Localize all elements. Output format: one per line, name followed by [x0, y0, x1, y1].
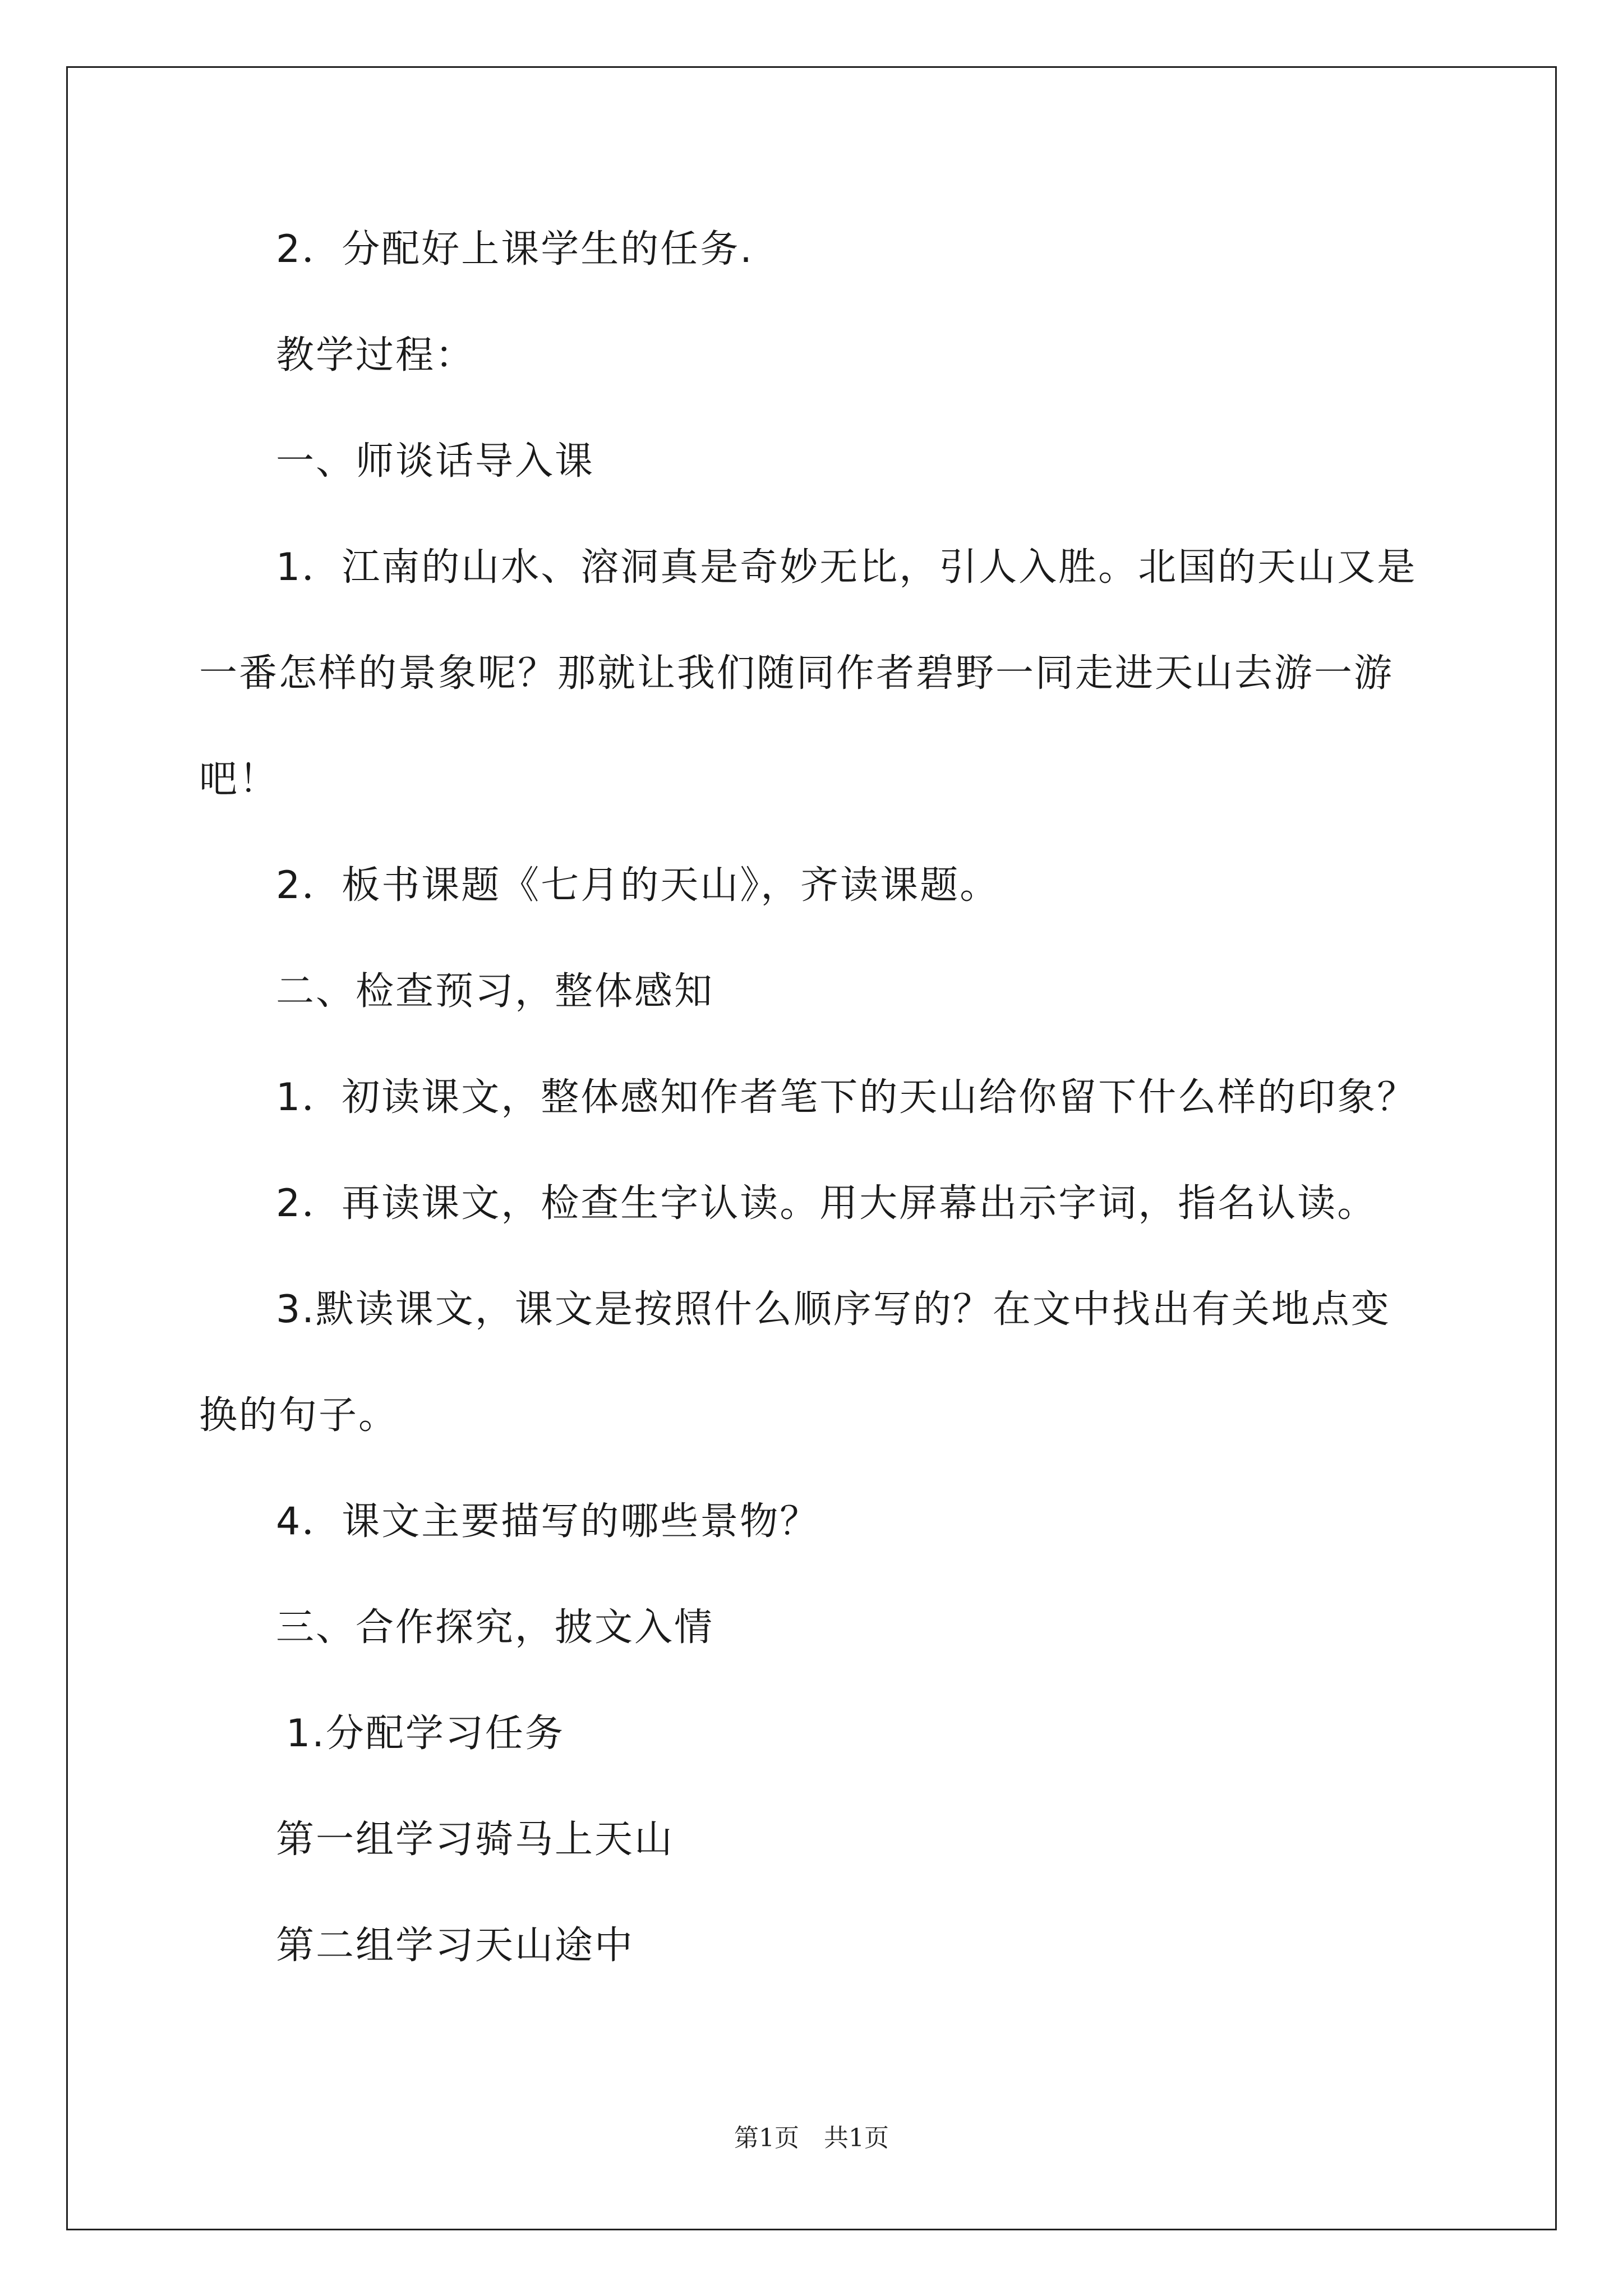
text-line: 三、合作探究，披文入情 — [276, 1605, 714, 1650]
page-border — [66, 66, 1557, 2230]
text-line: 1.分配学习任务 — [286, 1711, 565, 1756]
text-line: 第一组学习骑马上天山 — [276, 1818, 675, 1862]
page-footer: 第1页 共1页 — [734, 2124, 889, 2152]
text-line: 2．再读课文，检查生字认读。用大屏幕出示字词，指名认读。 — [276, 1181, 1377, 1226]
text-line: 4．课文主要描写的哪些景物？ — [276, 1499, 820, 1544]
text-line: 第二组学习天山途中 — [276, 1924, 635, 1968]
text-line: 一、师谈话导入课 — [276, 439, 595, 484]
text-line: 3.默读课文，课文是按照什么顺序写的？在文中找出有关地点变 — [276, 1287, 1391, 1332]
text-line: 一番怎样的景象呢？那就让我们随同作者碧野一同走进天山去游一游 — [199, 651, 1394, 696]
text-line: 1．初读课文，整体感知作者笔下的天山给你留下什么样的印象？ — [276, 1075, 1417, 1120]
text-line: 二、检查预习，整体感知 — [276, 969, 714, 1014]
text-line: 1．江南的山水、溶洞真是奇妙无比，引人入胜。北国的天山又是 — [276, 545, 1417, 590]
text-line: 吧！ — [199, 757, 279, 802]
text-line: 2．分配好上课学生的任务. — [276, 227, 754, 272]
text-line: 教学过程： — [276, 333, 476, 378]
text-line: 换的句子。 — [199, 1393, 399, 1438]
text-line: 2．板书课题《七月的天山》，齐读课题。 — [276, 863, 1000, 908]
